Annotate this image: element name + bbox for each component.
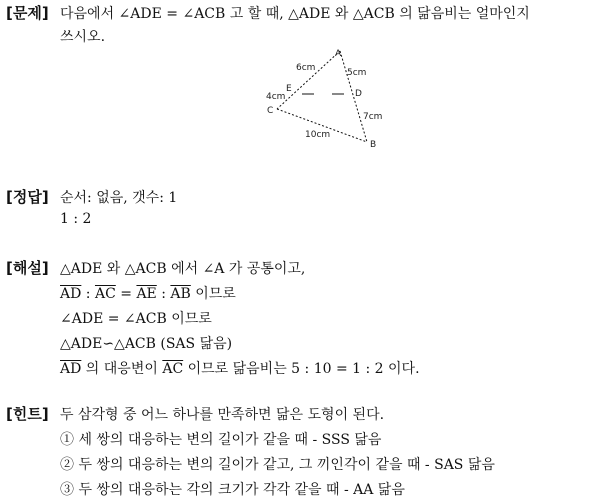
hint-tag: [힌트]	[6, 405, 49, 423]
hint-line3: ② 두 쌍의 대응하는 변의 길이가 같고, 그 끼인각이 같을 때 - SAS 닮음	[60, 457, 495, 473]
explanation-tag: [해설]	[6, 259, 49, 277]
vertex-b-label: B	[370, 140, 377, 150]
length-ec-label: 4cm	[266, 92, 286, 102]
problem-text-line2: 쓰시오.	[60, 29, 106, 45]
explanation-line3: ∠ADE = ∠ACB 이므로	[60, 311, 212, 327]
segment-ac: $\overline{AC}$	[162, 361, 184, 377]
ratio-sep-1: :	[81, 286, 95, 302]
hint-line1: 두 삼각형 중 어느 하나를 만족하면 닮은 도형이 된다.	[60, 407, 385, 423]
explanation-line4: △ADE∽△ACB (SAS 닮음)	[60, 336, 233, 352]
side-ac	[277, 51, 340, 109]
vertex-d-label: D	[355, 89, 362, 99]
explanation-line5-mid: 의 대응변이	[81, 361, 163, 377]
problem-tag: [문제]	[6, 4, 49, 22]
hint-line4: ③ 두 쌍의 대응하는 각의 크기가 각각 같을 때 - AA 닮음	[60, 482, 405, 498]
length-db-label: 7cm	[363, 112, 383, 122]
length-cb-label: 10cm	[305, 130, 331, 140]
triangle-lines	[277, 51, 367, 142]
segment-ab: $\overline{AB}$	[170, 286, 191, 302]
answer-line2: 1 : 2	[60, 211, 92, 227]
ratio-equals: =	[115, 286, 137, 302]
length-ad-label: 5cm	[347, 68, 367, 78]
answer-tag: [정답]	[6, 188, 49, 206]
explanation-line5-rest: 이므로 닮음비는 5 : 10 = 1 : 2 이다.	[183, 361, 420, 377]
explanation-line2-rest: 이므로	[190, 286, 236, 302]
explanation-line2	[60, 283, 236, 303]
vertex-e-label: E	[286, 84, 292, 94]
hint-line2: ① 세 쌍의 대응하는 변의 길이가 같을 때 - SSS 닮음	[60, 432, 382, 448]
answer-line1: 순서: 없음, 갯수: 1	[60, 190, 178, 206]
segment-ae: $\overline{AE}$	[136, 286, 157, 302]
explanation-line1: △ADE 와 △ACB 에서 ∠A 가 공통이고,	[60, 261, 306, 277]
problem-text-line1: 다음에서 ∠ADE = ∠ACB 고 할 때, △ADE 와 △ACB 의 닮음비는 얼마인지	[60, 6, 530, 22]
vertex-a-label: A	[335, 49, 342, 59]
side-ab	[340, 51, 367, 142]
length-ae-label: 6cm	[296, 63, 316, 73]
vertex-c-label: C	[267, 106, 274, 116]
segment-ad: $\overline{AD}$	[60, 361, 82, 377]
segment-ad: $\overline{AD}$	[60, 286, 82, 302]
triangle-figure	[262, 46, 392, 152]
ratio-sep-2: :	[156, 286, 171, 302]
explanation-line5	[60, 358, 420, 378]
segment-ac: $\overline{AC}$	[94, 286, 116, 302]
